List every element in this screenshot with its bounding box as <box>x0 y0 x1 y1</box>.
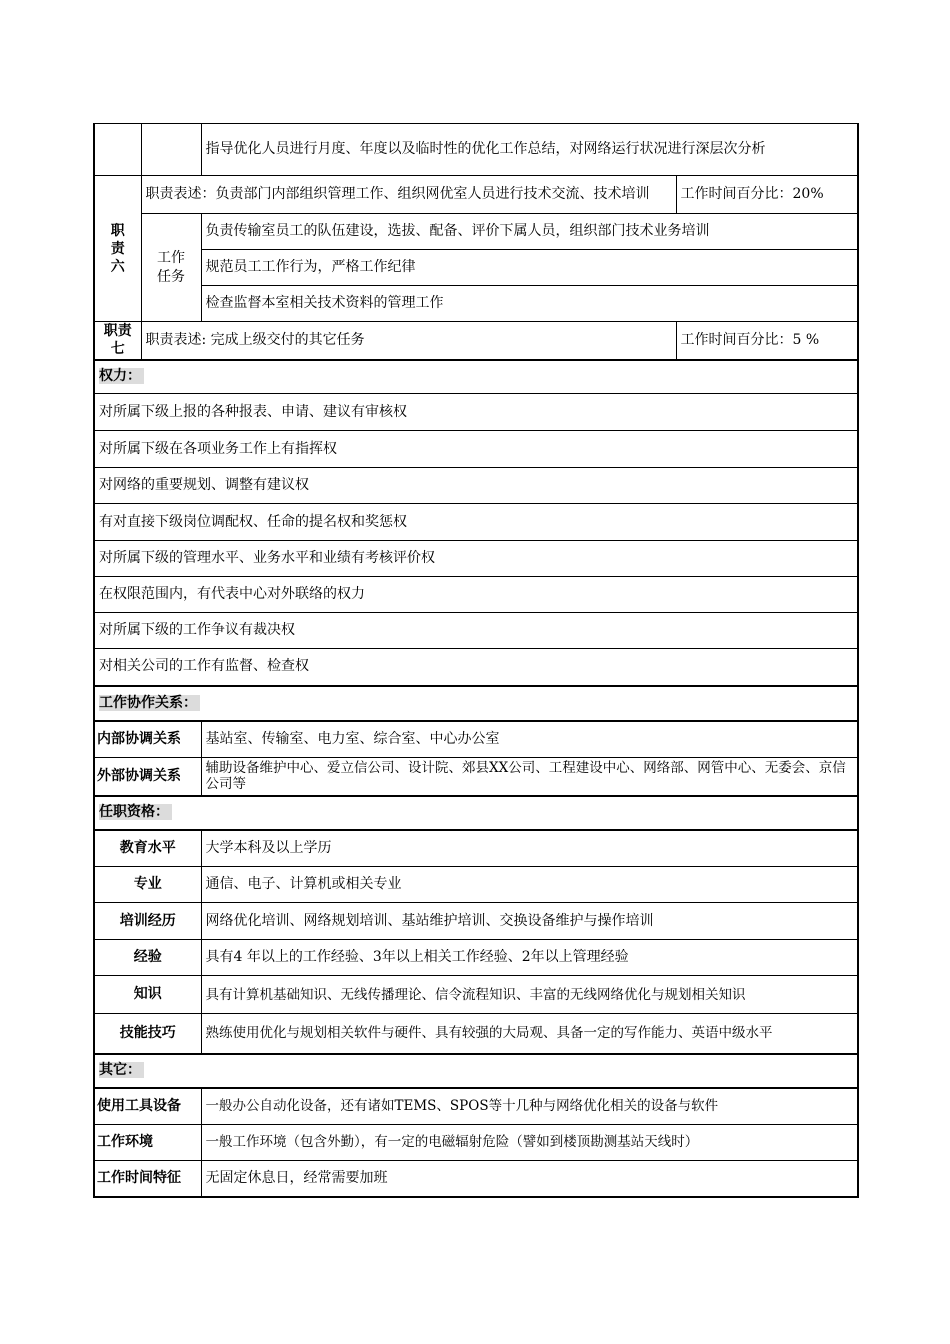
qualification-value-experience: 具有4 年以上的工作经验、3年以上相关工作经验、2年以上管理经验 <box>201 940 858 976</box>
duty6-task-row-2 <box>94 250 858 286</box>
qualifications-section-title <box>94 796 858 830</box>
duty6-task-2: 规范员工工作行为，严格工作纪律 <box>201 250 858 286</box>
other-section-title-text: 其它： <box>99 1062 144 1078</box>
power-row-6 <box>94 577 858 613</box>
qualification-label-major: 专业 <box>94 867 201 903</box>
other-label-work-hours: 工作时间特征 <box>94 1161 201 1197</box>
other-label-tools: 使用工具设备 <box>94 1088 201 1125</box>
internal-relations-row <box>94 721 858 758</box>
duty6-task-label <box>141 214 201 322</box>
qualification-value-skills: 熟练使用优化与规划相关软件与硬件、具有较强的大局观、具备一定的写作能力、英语中级水平 <box>201 1014 858 1054</box>
power-row-5 <box>94 541 858 577</box>
power-row-7 <box>94 613 858 649</box>
power-item-3: 对网络的重要规划、调整有建议权 <box>94 468 858 504</box>
power-item-2: 对所属下级在各项业务工作上有指挥权 <box>94 431 858 468</box>
external-relations-row <box>94 758 858 796</box>
duty6-label-text: 职责六 <box>110 222 125 275</box>
power-section-title <box>94 360 858 394</box>
qualifications-title-row <box>94 796 858 830</box>
other-row-work-hours <box>94 1161 858 1197</box>
qualification-label-experience: 经验 <box>94 940 201 976</box>
duty6-time: 工作时间百分比：20% <box>676 176 858 214</box>
power-row-4 <box>94 504 858 541</box>
other-value-tools: 一般办公自动化设备，还有诸如TEMS、SPOS等十几种与网络优化相关的设备与软件 <box>201 1088 858 1125</box>
relations-title-row <box>94 686 858 721</box>
power-title-row <box>94 360 858 394</box>
power-row-2 <box>94 431 858 468</box>
external-relations-value: 辅助设备维护中心、爱立信公司、设计院、郊县XX公司、工程建设中心、网络部、网管中心、无委会、京信公司等 <box>201 758 858 796</box>
other-label-environment: 工作环境 <box>94 1125 201 1161</box>
qualification-row-education <box>94 830 858 867</box>
qualification-label-education: 教育水平 <box>94 830 201 867</box>
job-description-table <box>93 123 859 1198</box>
duty6-task-1: 负责传输室员工的队伍建设，选拔、配备、评价下属人员，组织部门技术业务培训 <box>201 214 858 250</box>
qualification-value-education: 大学本科及以上学历 <box>201 830 858 867</box>
duty6-desc: 职责表述：负责部门内部组织管理工作、组织网优室人员进行技术交流、技术培训 <box>141 176 676 214</box>
qualification-row-experience <box>94 940 858 976</box>
duty6-desc-row <box>94 176 858 214</box>
other-section-title <box>94 1054 858 1088</box>
duty-continuation-row <box>94 124 858 176</box>
duty-continuation-label-cell <box>94 124 141 176</box>
other-value-environment: 一般工作环境（包含外勤），有一定的电磁辐射危险（譬如到楼顶勘测基站天线时） <box>201 1125 858 1161</box>
other-row-environment <box>94 1125 858 1161</box>
power-item-1: 对所属下级上报的各种报表、申请、建议有审核权 <box>94 394 858 431</box>
duty6-task-label-text: 工作任务 <box>157 249 185 285</box>
other-value-work-hours: 无固定休息日，经常需要加班 <box>201 1161 858 1197</box>
power-item-8: 对相关公司的工作有监督、检查权 <box>94 649 858 686</box>
qualification-value-knowledge: 具有计算机基础知识、无线传播理论、信令流程知识、丰富的无线网络优化与规划相关知识 <box>201 976 858 1014</box>
internal-relations-value: 基站室、传输室、电力室、综合室、中心办公室 <box>201 721 858 758</box>
power-item-6: 在权限范围内，有代表中心对外联络的权力 <box>94 577 858 613</box>
duty6-task-row-3 <box>94 286 858 322</box>
duty-continuation-sub-cell <box>141 124 201 176</box>
external-relations-label: 外部协调关系 <box>94 758 201 796</box>
duty6-label <box>94 176 141 322</box>
other-row-tools <box>94 1088 858 1125</box>
duty7-label <box>94 322 141 360</box>
qualification-value-major: 通信、电子、计算机或相关专业 <box>201 867 858 903</box>
duty-continuation-task: 指导优化人员进行月度、年度以及临时性的优化工作总结，对网络运行状况进行深层次分析 <box>201 124 858 176</box>
qualifications-section-title-text: 任职资格： <box>99 804 172 820</box>
duty7-desc: 职责表述: 完成上级交付的其它任务 <box>141 322 676 360</box>
relations-section-title-text: 工作协作关系： <box>99 695 200 711</box>
power-section-title-text: 权力： <box>99 368 144 384</box>
power-item-5: 对所属下级的管理水平、业务水平和业绩有考核评价权 <box>94 541 858 577</box>
qualification-label-skills: 技能技巧 <box>94 1014 201 1054</box>
qualification-row-skills <box>94 1014 858 1054</box>
duty7-row <box>94 322 858 360</box>
internal-relations-label: 内部协调关系 <box>94 721 201 758</box>
duty7-time: 工作时间百分比：5 % <box>676 322 858 360</box>
power-row-3 <box>94 468 858 504</box>
duty6-task-row-1 <box>94 214 858 250</box>
relations-section-title <box>94 686 858 721</box>
power-row-1 <box>94 394 858 431</box>
qualification-label-training: 培训经历 <box>94 903 201 940</box>
qualification-label-knowledge: 知识 <box>94 976 201 1014</box>
other-title-row <box>94 1054 858 1088</box>
job-description-sheet <box>93 123 857 1198</box>
qualification-row-major <box>94 867 858 903</box>
qualification-row-knowledge <box>94 976 858 1014</box>
duty7-label-text: 职责七 <box>103 323 132 358</box>
duty6-task-3: 检查监督本室相关技术资料的管理工作 <box>201 286 858 322</box>
power-item-4: 有对直接下级岗位调配权、任命的提名权和奖惩权 <box>94 504 858 541</box>
qualification-value-training: 网络优化培训、网络规划培训、基站维护培训、交换设备维护与操作培训 <box>201 903 858 940</box>
power-item-7: 对所属下级的工作争议有裁决权 <box>94 613 858 649</box>
power-row-8 <box>94 649 858 686</box>
qualification-row-training <box>94 903 858 940</box>
